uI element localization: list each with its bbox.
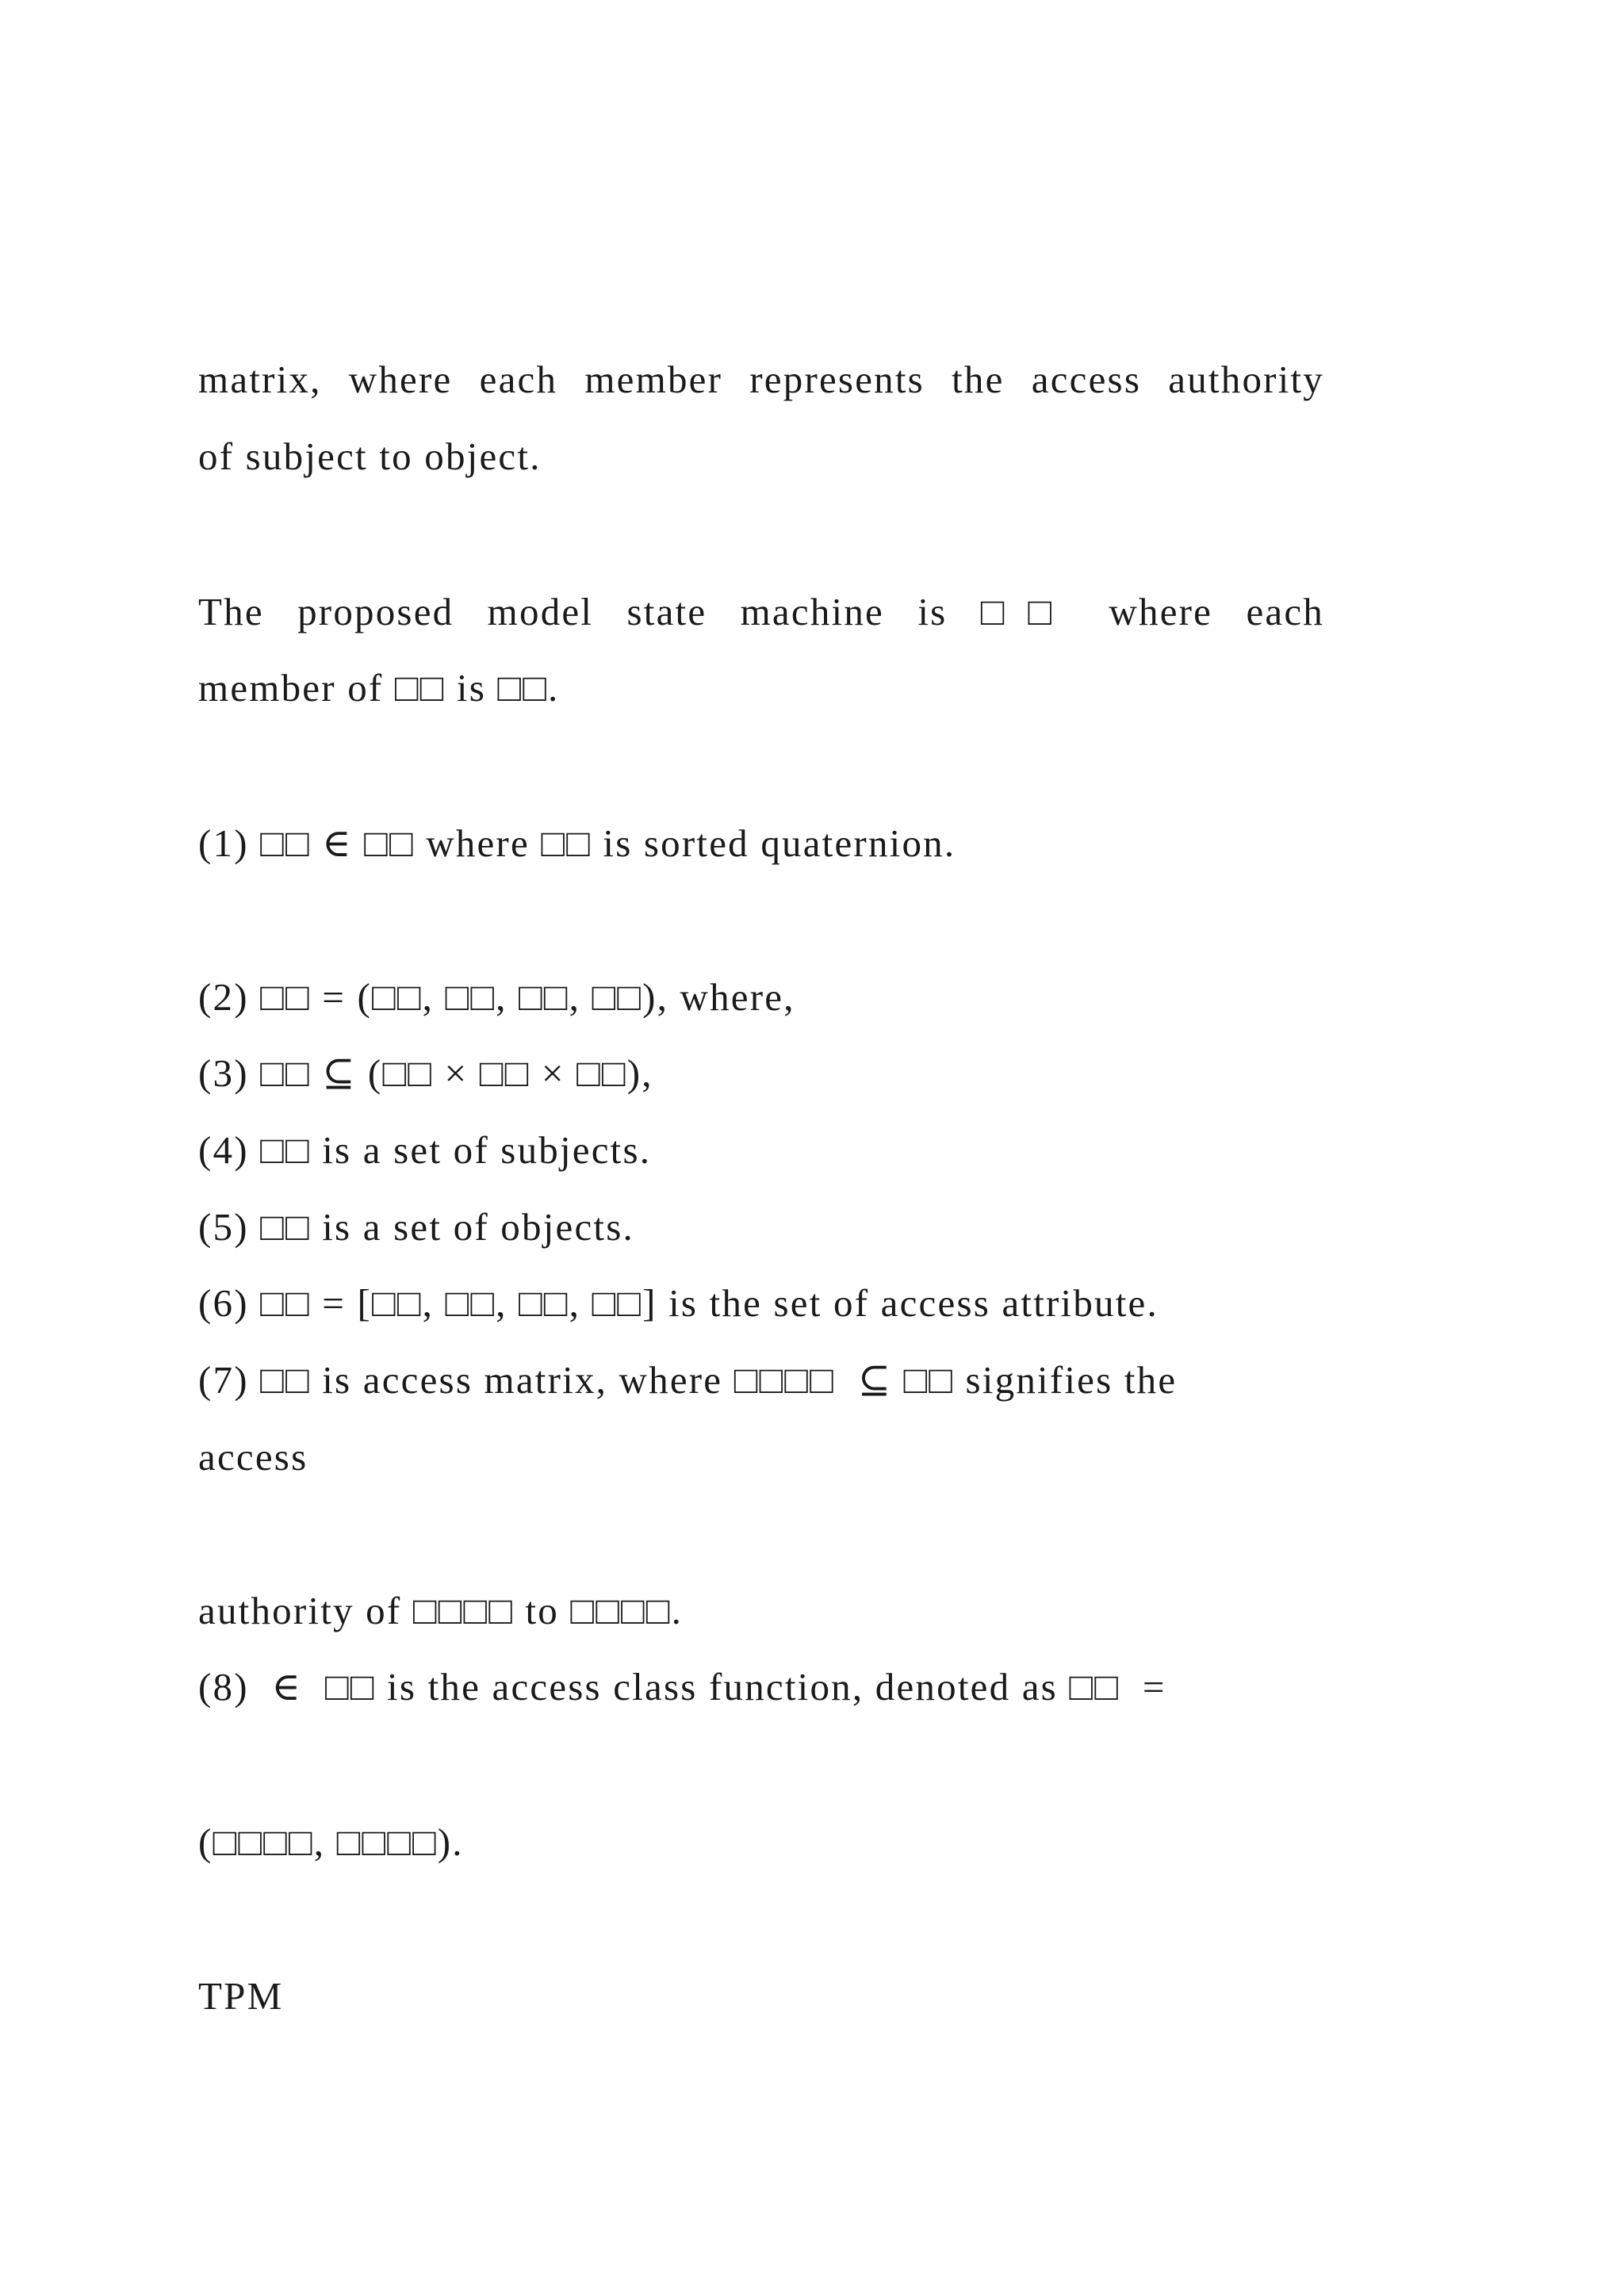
text-line: access [198, 1435, 308, 1479]
text-line: (□□□□, □□□□). [198, 1820, 464, 1864]
text-line: matrix, where each member represents the access authority [198, 358, 1324, 401]
text-line: authority of □□□□ to □□□□. [198, 1589, 684, 1632]
text-line: (4) □□ is a set of subjects. [198, 1128, 652, 1172]
text-line: member of □□ is □□. [198, 666, 560, 710]
text-line: (8) ∈ □□ is the access class function, denoted as □□ = [198, 1665, 1166, 1709]
text-line: of subject to object. [198, 434, 542, 478]
text-line: (7) □□ is access matrix, where □□□□ ⊆ □□ signifies the [198, 1358, 1178, 1402]
text-line: (5) □□ is a set of objects. [198, 1205, 634, 1249]
text-line: (2) □□ = (□□, □□, □□, □□), where, [198, 975, 795, 1019]
text-line: The proposed model state machine is □□ where each [198, 590, 1324, 633]
text-line: (1) □□ ∈ □□ where □□ is sorted quaternion. [198, 821, 956, 865]
text-line: (6) □□ = [□□, □□, □□, □□] is the set of access attribute. [198, 1281, 1159, 1325]
text-line: TPM [198, 1974, 284, 2018]
text-line: (3) □□ ⊆ (□□ × □□ × □□), [198, 1051, 653, 1095]
